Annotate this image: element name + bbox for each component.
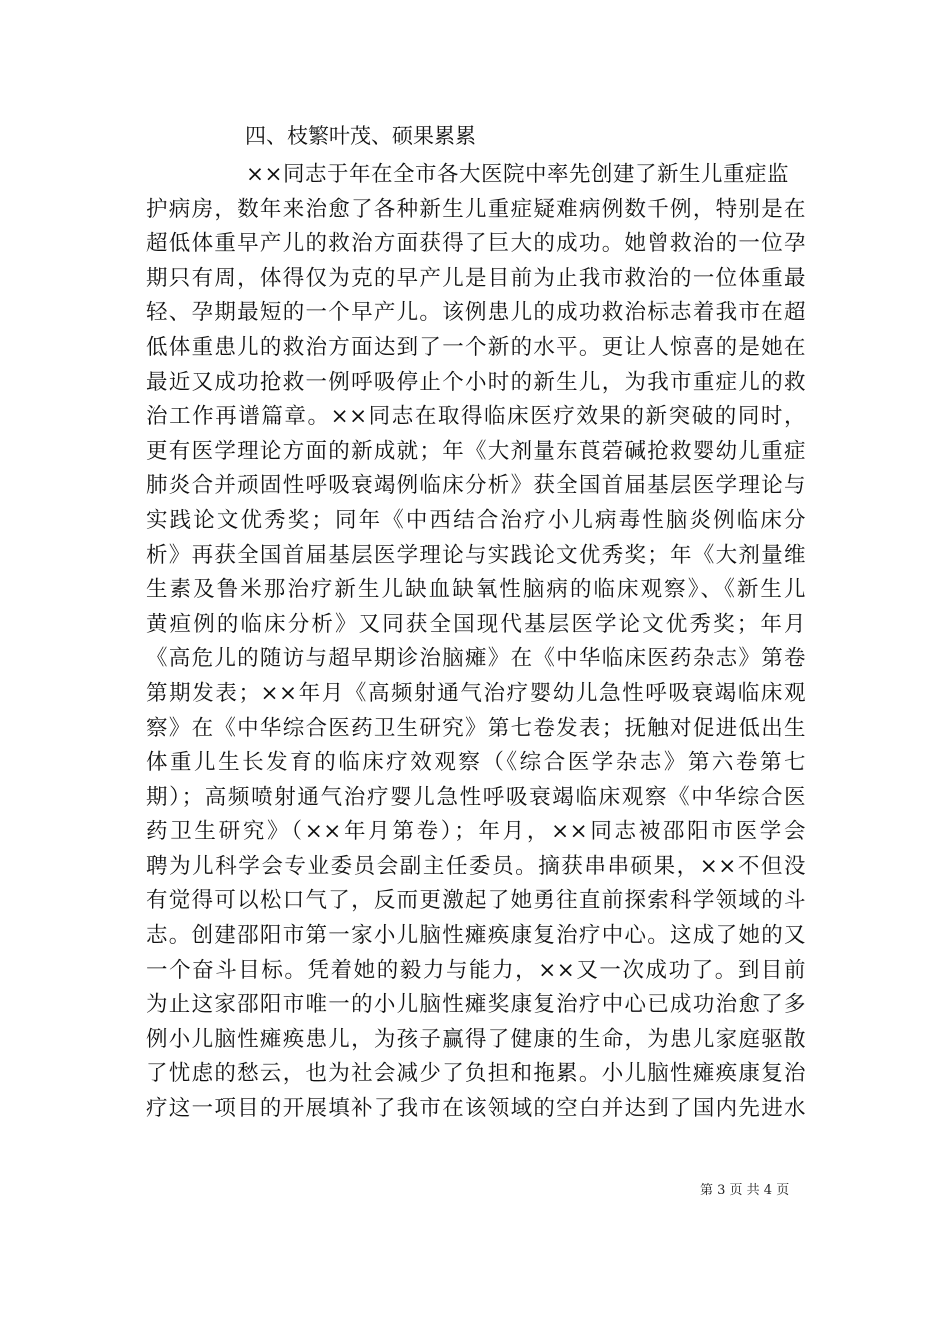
text-line: 察》在《中华综合医药卫生研究》第七卷发表；抚触对促进低出生	[146, 715, 806, 741]
text-line: 低体重患儿的救治方面达到了一个新的水平。更让人惊喜的是她在	[146, 334, 806, 360]
text-line: 治工作再谱篇章。××同志在取得临床医疗效果的新突破的同时，	[146, 404, 806, 430]
text-line: 为止这家邵阳市唯一的小儿脑性瘫奖康复治疗中心已成功治愈了多	[146, 992, 806, 1018]
text-line: 最近又成功抢救一例呼吸停止个小时的新生儿，为我市重症儿的救	[146, 369, 806, 395]
text-line: 更有医学理论方面的新成就；年《大剂量东莨菪碱抢救婴幼儿重症	[146, 438, 806, 464]
text-line: 护病房，数年来治愈了各种新生儿重症疑难病例数千例，特别是在	[146, 196, 806, 222]
text-line: 第期发表；××年月《高频射通气治疗婴幼儿急性呼吸衰竭临床观	[146, 680, 806, 706]
text-line: ××同志于年在全市各大医院中率先创建了新生儿重症监	[246, 162, 790, 187]
page-number-footer: 第 3 页 共 4 页	[700, 1183, 790, 1198]
text-line: 例小儿脑性瘫痪患儿，为孩子赢得了健康的生命，为患儿家庭驱散	[146, 1026, 806, 1052]
text-line: 生素及鲁米那治疗新生儿缺血缺氧性脑病的临床观察》、《新生儿	[146, 577, 806, 603]
text-line: 超低体重早产儿的救治方面获得了巨大的成功。她曾救治的一位孕	[146, 231, 806, 257]
text-line: 肺炎合并顽固性呼吸衰竭例临床分析》获全国首届基层医学理论与	[146, 473, 806, 499]
text-line: 聘为儿科学会专业委员会副主任委员。摘获串串硕果，××不但没	[146, 853, 806, 879]
section-heading: 四、枝繁叶茂、硕果累累	[245, 124, 476, 148]
text-line: 黄疸例的临床分析》又同获全国现代基层医学论文优秀奖；年月	[146, 611, 806, 637]
text-line: 期只有周，体得仅为克的早产儿是目前为止我市救治的一位体重最	[146, 265, 806, 291]
text-line: 有觉得可以松口气了，反而更激起了她勇往直前探索科学领域的斗	[146, 888, 806, 914]
text-line: 体重儿生长发育的临床疗效观察（《综合医学杂志》第六卷第七	[146, 750, 806, 776]
text-line: 轻、孕期最短的一个早产儿。该例患儿的成功救治标志着我市在超	[146, 300, 806, 326]
text-line: 析》再获全国首届基层医学理论与实践论文优秀奖；年《大剂量维	[146, 542, 806, 568]
text-line: 了忧虑的愁云，也为社会减少了负担和拖累。小儿脑性瘫痪康复治	[146, 1061, 806, 1087]
body-paragraph	[146, 158, 806, 1127]
text-line: 疗这一项目的开展填补了我市在该领域的空白并达到了国内先进水	[146, 1096, 806, 1122]
text-line: 志。创建邵阳市第一家小儿脑性瘫痪康复治疗中心。这成了她的又	[146, 923, 806, 949]
text-line: 期）；高频喷射通气治疗婴儿急性呼吸衰竭临床观察《中华综合医	[146, 784, 806, 810]
text-line: 药卫生研究》（××年月第卷）；年月，××同志被邵阳市医学会	[146, 819, 806, 845]
text-line: 实践论文优秀奖；同年《中西结合治疗小儿病毒性脑炎例临床分	[146, 507, 806, 533]
text-line: 一个奋斗目标。凭着她的毅力与能力，××又一次成功了。到目前	[146, 957, 806, 983]
text-line: 《高危儿的随访与超早期诊治脑瘫》在《中华临床医药杂志》第卷	[146, 646, 806, 672]
